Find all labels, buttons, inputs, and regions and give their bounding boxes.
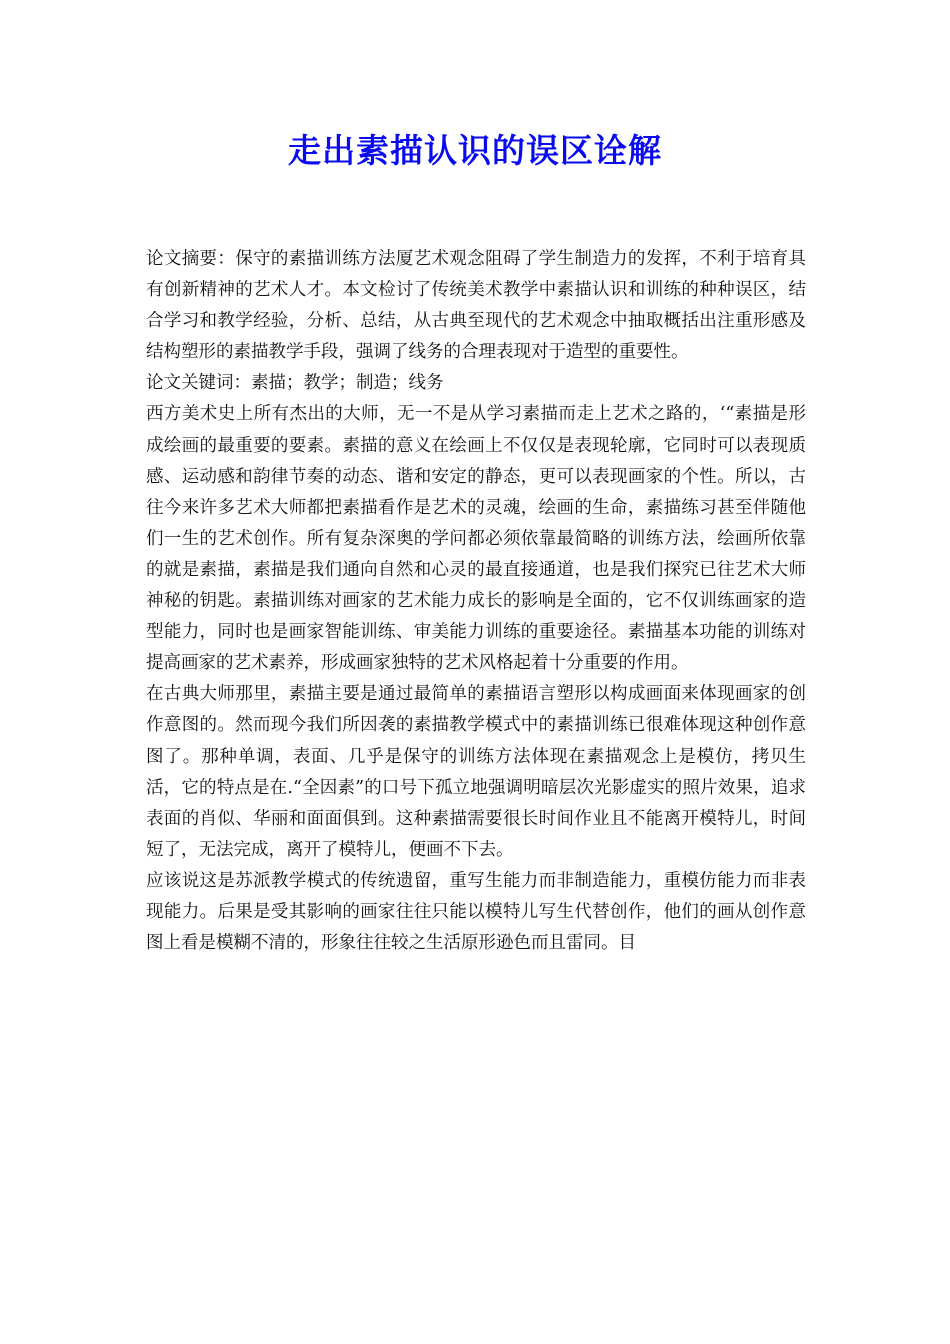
abstract-paragraph: 论文摘要：保守的素描训练方法厦艺术观念阻碍了学生制造力的发挥，不利于培育具有创新精神的艺术人才。本文检讨了传统美术教学中素描认识和训练的种种误区，结合学习和教学经验，分析、总结，从古典至现代的艺术观念中抽取概括出注重形感及结构塑形的素描教学手段，强调了线务的合理表现对于造型的重要性。 [146, 249, 806, 363]
document-body [146, 244, 806, 959]
keywords-paragraph: 论文关键词：素描；教学；制造；线务 [146, 373, 444, 394]
body-paragraph: 应该说这是苏派教学模式的传统遗留，重写生能力而非制造能力，重模仿能力而非表现能力。后果是受其影响的画家往往只能以模特儿写生代替创作，他们的画从创作意图上看是模糊不清的，形象往往较之生活原形逊色而且雷同。目 [146, 870, 806, 954]
document-title: 走出素描认识的误区诠解 [288, 131, 662, 170]
body-paragraph: 在古典大师那里，素描主要是通过最简单的素描语言塑形以构成画面来体现画家的创作意图的。然而现今我们所因袭的素描教学模式中的素描训练已很难体现这种创作意图了。那种单调，表面、几乎是保守的训练方法体现在素描观念上是模仿，拷贝生活，它的特点是在.“全因素”的口号下孤立地强调明暗层次光影虚实的照片效果，追求表面的肖似、华丽和面面俱到。这种素描需要很长时间作业且不能离开模特儿，时间短了，无法完成，离开了模特儿，便画不下去。 [146, 684, 806, 860]
body-paragraph: 西方美术史上所有杰出的大师，无一不是从学习素描而走上艺术之路的，‘“素描是形成绘画的最重要的要素。素描的意义在绘画上不仅仅是表现轮廓，它同时可以表现质感、运动感和韵律节奏的动态、谐和安定的静态，更可以表现画家的个性。所以，古往今来许多艺术大师都把素描看作是艺术的灵魂，绘画的生命，素描练习甚至伴随他们一生的艺术创作。所有复杂深奥的学问都必须依靠最简略的训练方法，绘画所依靠的就是素描，素描是我们通向自然和心灵的最直接通道，也是我们探究已往艺术大师神秘的钥匙。素描训练对画家的艺术能力成长的影响是全面的，它不仅训练画家的造型能力，同时也是画家智能训练、审美能力训练的重要途径。素描基本功能的训练对提高画家的艺术素养，形成画家独特的艺术风格起着十分重要的作用。 [146, 404, 806, 674]
